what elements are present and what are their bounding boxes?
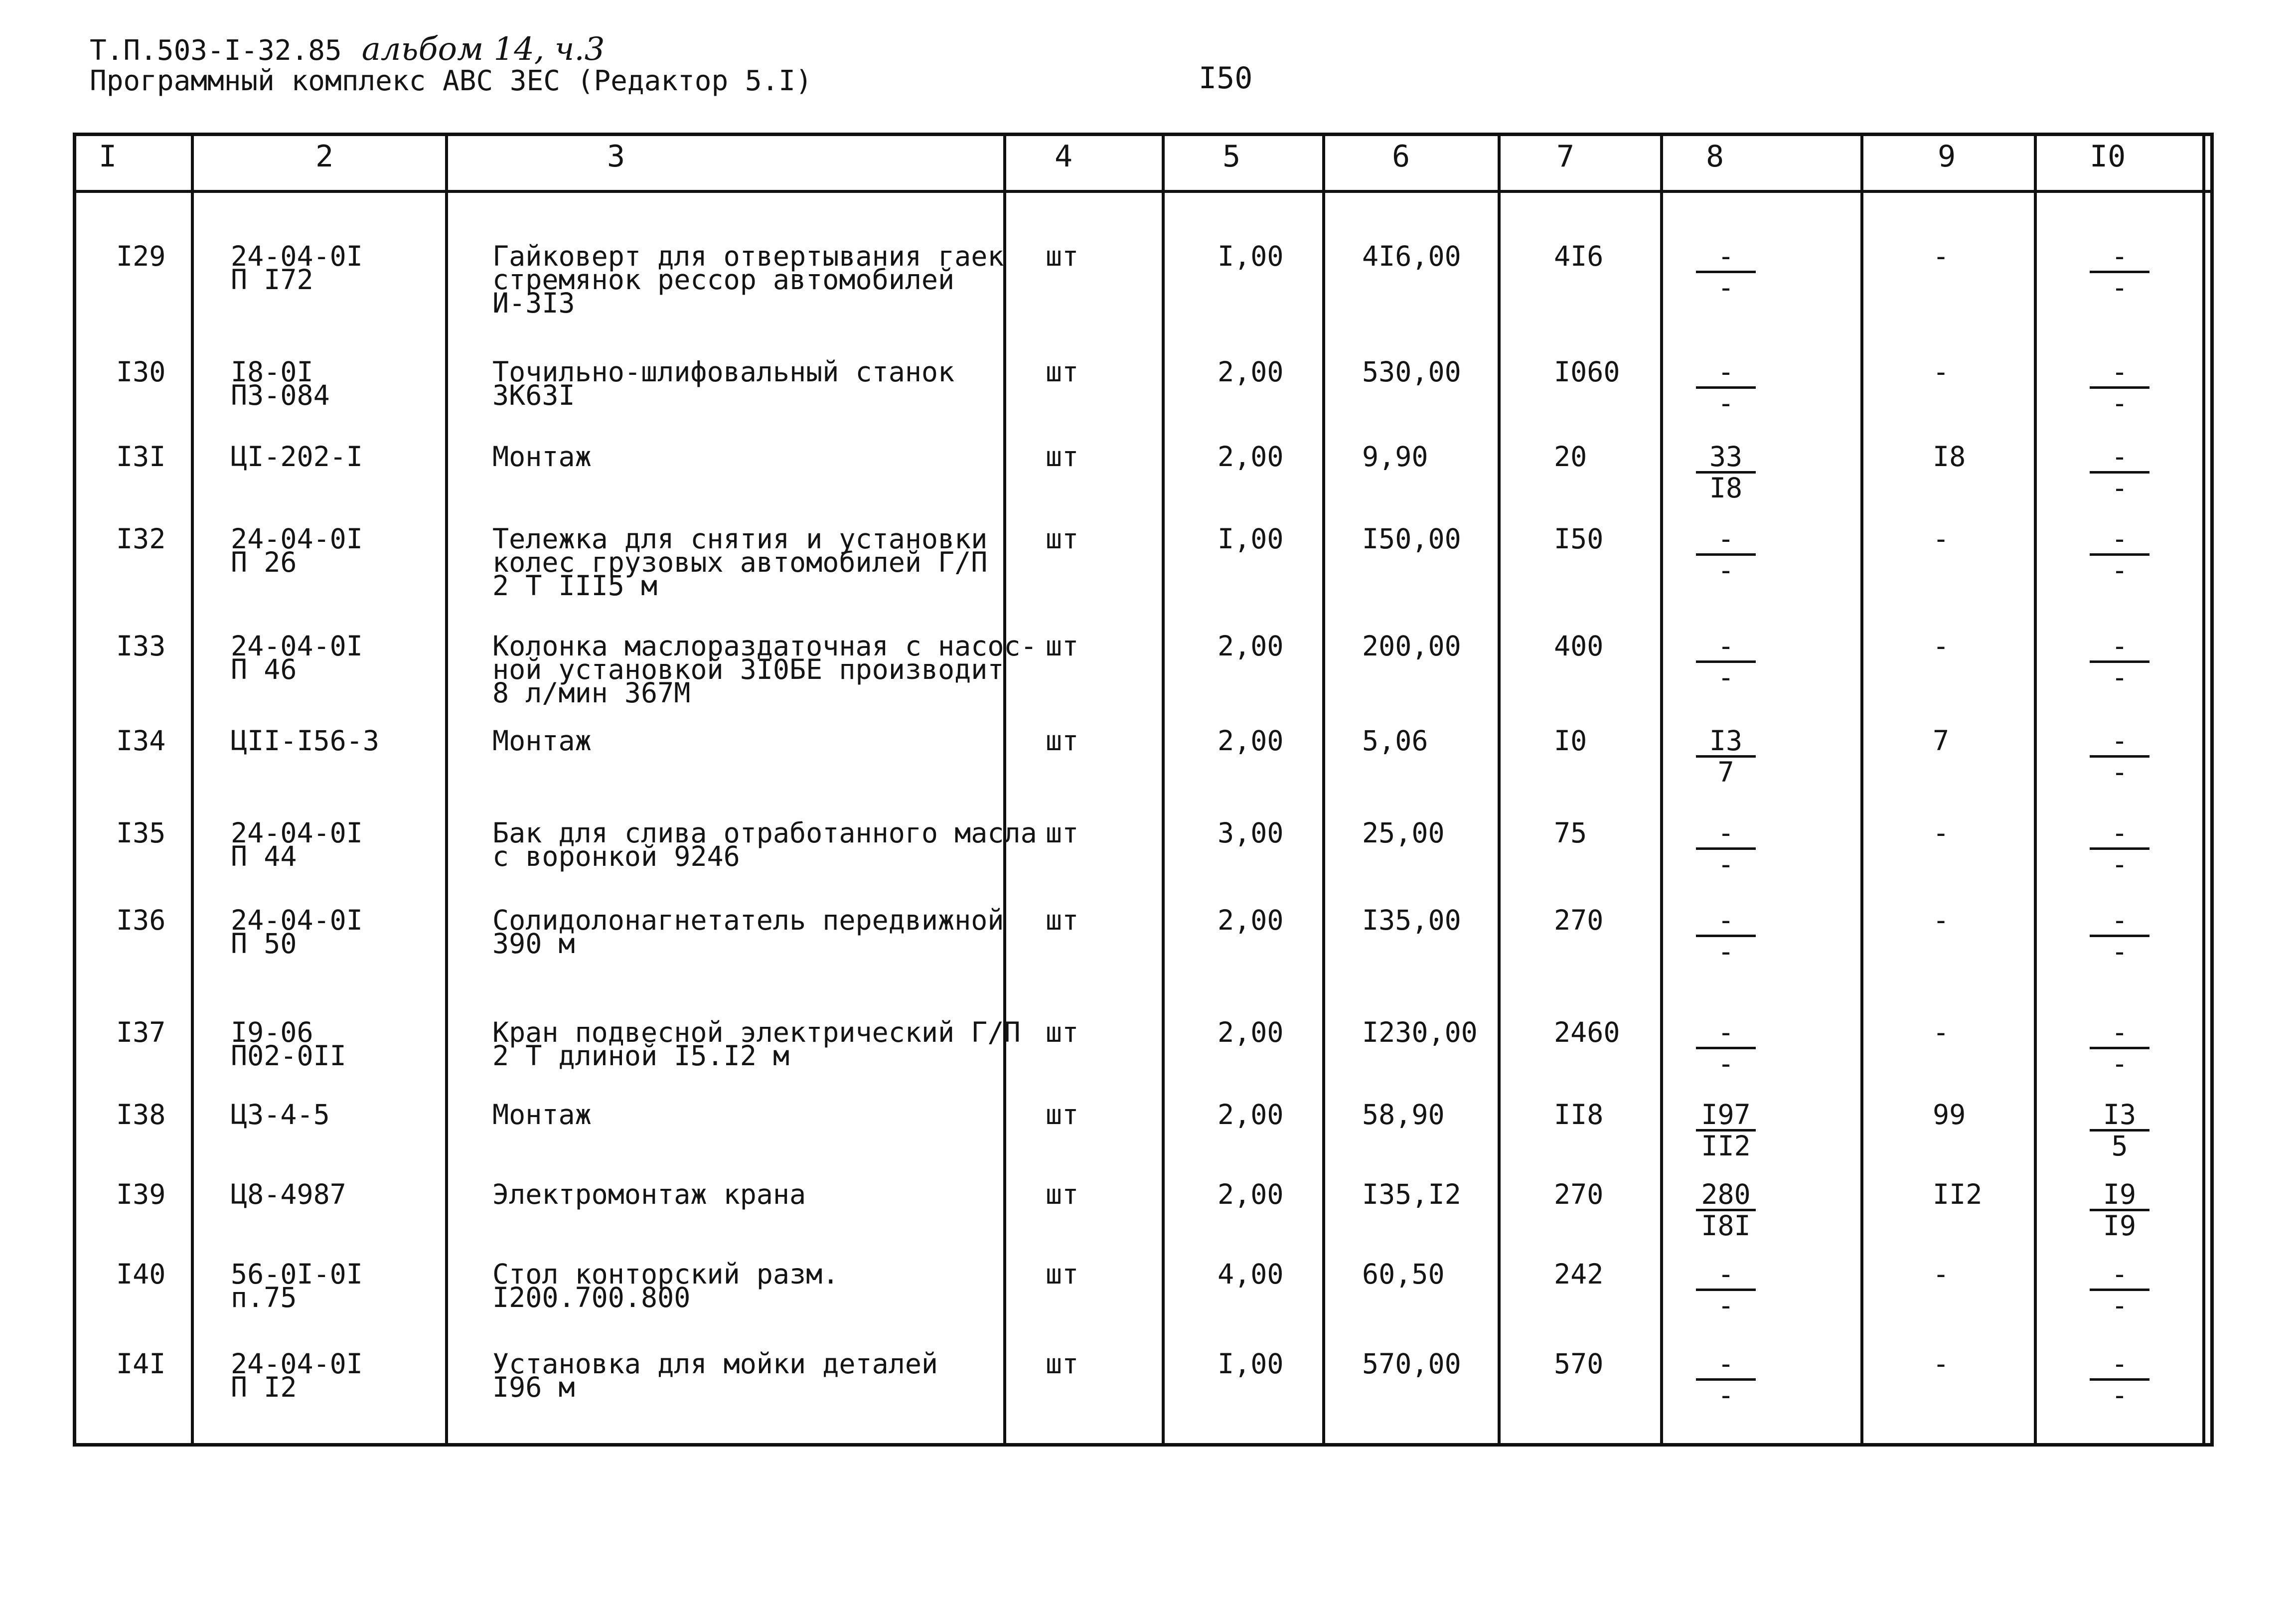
row-col9: II2 <box>1933 1178 1983 1210</box>
row-price: 60,50 <box>1362 1258 1445 1290</box>
row-price: 530,00 <box>1362 356 1461 388</box>
row-col8-fraction <box>1696 1100 1756 1160</box>
row-col9: - <box>1933 904 1950 936</box>
fraction-denominator: - <box>1717 1048 1734 1080</box>
row-unit: шт <box>1046 240 1079 272</box>
row-number: I29 <box>116 240 166 272</box>
fraction-numerator: I9 <box>2090 1180 2149 1211</box>
document-code <box>90 31 605 68</box>
row-col10-fraction <box>2090 1018 2149 1078</box>
row-number: I30 <box>116 356 166 388</box>
column-divider <box>1322 136 1325 1443</box>
row-code: Ц3-4-5 <box>231 1099 330 1131</box>
row-unit: шт <box>1046 817 1079 849</box>
row-total: 75 <box>1554 817 1587 849</box>
fraction-denominator: - <box>2111 1290 2128 1321</box>
column-divider <box>1860 136 1863 1443</box>
row-number: I4I <box>116 1348 166 1380</box>
row-col9: - <box>1933 1258 1950 1290</box>
row-unit: шт <box>1046 1099 1079 1131</box>
row-col8-fraction <box>1696 1180 1756 1240</box>
row-number: I38 <box>116 1099 166 1131</box>
row-unit: шт <box>1046 356 1079 388</box>
row-price: 200,00 <box>1362 630 1461 662</box>
row-number: I34 <box>116 725 166 757</box>
fraction-denominator: - <box>2111 1048 2128 1080</box>
row-col9: - <box>1933 523 1950 555</box>
row-code: 24-04-0I П 46 <box>231 630 363 685</box>
column-header: 5 <box>1223 139 1241 174</box>
column-divider <box>1003 136 1006 1443</box>
fraction-denominator: 5 <box>2111 1130 2128 1162</box>
row-code: 24-04-0I П I2 <box>231 1348 363 1403</box>
fraction-numerator: - <box>2090 442 2149 474</box>
row-name: Монтаж <box>492 725 592 757</box>
row-name: Тележка для снятия и установки колес грузовых автомобилей Г/П 2 Т III5 м <box>492 523 988 602</box>
row-price: 9,90 <box>1362 441 1428 473</box>
row-unit: шт <box>1046 1016 1079 1048</box>
column-divider <box>1660 136 1663 1443</box>
row-code: 24-04-0I П 26 <box>231 523 363 578</box>
row-number: I40 <box>116 1258 166 1290</box>
row-qty: 2,00 <box>1218 1016 1284 1048</box>
fraction-numerator: - <box>1696 242 1756 273</box>
column-divider <box>2034 136 2037 1443</box>
row-col8-fraction <box>1696 726 1756 787</box>
row-price: 4I6,00 <box>1362 240 1461 272</box>
fraction-denominator: - <box>2111 387 2128 419</box>
row-col8-fraction <box>1696 1260 1756 1320</box>
fraction-denominator: - <box>1717 661 1734 693</box>
row-qty: 2,00 <box>1218 1178 1284 1210</box>
fraction-numerator: - <box>2090 357 2149 389</box>
fraction-denominator: - <box>1717 936 1734 968</box>
row-price: 58,90 <box>1362 1099 1445 1131</box>
column-header: 6 <box>1392 139 1410 174</box>
row-code: I8-0I П3-084 <box>231 356 330 411</box>
row-price: 5,06 <box>1362 725 1428 757</box>
doc-code: Т.П.503-I-32.85 <box>90 34 342 67</box>
column-header: 8 <box>1706 139 1724 174</box>
row-number: I35 <box>116 817 166 849</box>
row-col9: - <box>1933 1016 1950 1048</box>
row-col8-fraction <box>1696 632 1756 692</box>
fraction-numerator: - <box>1696 1349 1756 1381</box>
fraction-denominator: - <box>2111 661 2128 693</box>
row-name: Точильно-шлифовальный станок 3К63I <box>492 356 955 411</box>
row-qty: I,00 <box>1218 240 1284 272</box>
fraction-denominator: - <box>2111 472 2128 504</box>
row-qty: 2,00 <box>1218 441 1284 473</box>
row-qty: 3,00 <box>1218 817 1284 849</box>
fraction-numerator: - <box>1696 1018 1756 1049</box>
row-unit: шт <box>1046 523 1079 555</box>
fraction-numerator: - <box>2090 1018 2149 1049</box>
row-total: 270 <box>1554 904 1604 936</box>
row-code: ЦI-202-I <box>231 441 363 473</box>
fraction-denominator: II2 <box>1701 1130 1751 1162</box>
row-total: 270 <box>1554 1178 1604 1210</box>
row-name: Электромонтаж крана <box>492 1178 806 1210</box>
row-name: Бак для слива отработанного масла с воронкой 9246 <box>492 817 1037 872</box>
row-price: I50,00 <box>1362 523 1461 555</box>
row-total: 570 <box>1554 1348 1604 1380</box>
column-divider <box>1162 136 1165 1443</box>
row-total: 20 <box>1554 441 1587 473</box>
fraction-numerator: - <box>2090 524 2149 556</box>
row-number: I37 <box>116 1016 166 1048</box>
fraction-denominator: - <box>2111 756 2128 788</box>
row-col10-fraction <box>2090 1100 2149 1160</box>
row-number: I32 <box>116 523 166 555</box>
row-code: 24-04-0I П I72 <box>231 240 363 296</box>
fraction-denominator: - <box>1717 1290 1734 1321</box>
fraction-numerator: - <box>1696 1260 1756 1291</box>
row-price: I230,00 <box>1362 1016 1478 1048</box>
column-divider <box>2202 136 2205 1443</box>
fraction-denominator: I8I <box>1701 1210 1751 1242</box>
row-name: Монтаж <box>492 441 592 473</box>
column-header: 2 <box>315 139 334 174</box>
column-divider <box>191 136 194 1443</box>
row-col8-fraction <box>1696 442 1756 502</box>
fraction-numerator: I3 <box>1696 726 1756 758</box>
column-divider <box>1498 136 1501 1443</box>
row-qty: 2,00 <box>1218 1099 1284 1131</box>
fraction-numerator: I97 <box>1696 1100 1756 1132</box>
fraction-numerator: - <box>2090 726 2149 758</box>
row-qty: 2,00 <box>1218 630 1284 662</box>
fraction-denominator: - <box>2111 848 2128 880</box>
fraction-denominator: - <box>1717 554 1734 586</box>
row-total: 2460 <box>1554 1016 1620 1048</box>
row-code: Ц8-4987 <box>231 1178 346 1210</box>
fraction-denominator: - <box>1717 272 1734 304</box>
row-unit: шт <box>1046 1178 1079 1210</box>
row-qty: I,00 <box>1218 523 1284 555</box>
row-unit: шт <box>1046 441 1079 473</box>
fraction-numerator: - <box>2090 1260 2149 1291</box>
row-col8-fraction <box>1696 1018 1756 1078</box>
row-col9: - <box>1933 356 1950 388</box>
row-col9: 99 <box>1933 1099 1966 1131</box>
row-col8-fraction <box>1696 1349 1756 1410</box>
fraction-denominator: - <box>1717 387 1734 419</box>
page-number: I50 <box>1199 61 1253 96</box>
row-col9: - <box>1933 630 1950 662</box>
row-col10-fraction <box>2090 632 2149 692</box>
row-total: I0 <box>1554 725 1587 757</box>
row-unit: шт <box>1046 630 1079 662</box>
row-col8-fraction <box>1696 906 1756 966</box>
estimate-table <box>73 133 2214 1447</box>
row-qty: 2,00 <box>1218 725 1284 757</box>
row-name: Кран подвесной электрический Г/П 2 Т длиной I5.I2 м <box>492 1016 1021 1072</box>
fraction-numerator: - <box>1696 632 1756 663</box>
row-unit: шт <box>1046 1258 1079 1290</box>
row-col10-fraction <box>2090 357 2149 418</box>
row-name: Монтаж <box>492 1099 592 1131</box>
row-col10-fraction <box>2090 818 2149 879</box>
column-header: 3 <box>607 139 625 174</box>
row-total: I50 <box>1554 523 1604 555</box>
column-header: I0 <box>2090 139 2126 174</box>
fraction-numerator: I3 <box>2090 1100 2149 1132</box>
column-header: 4 <box>1055 139 1073 174</box>
row-col9: I8 <box>1933 441 1966 473</box>
row-name: Солидолонагнетатель передвижной 390 м <box>492 904 1004 960</box>
row-name: Установка для мойки деталей I96 м <box>492 1348 938 1403</box>
row-code: 24-04-0I П 44 <box>231 817 363 872</box>
row-price: I35,00 <box>1362 904 1461 936</box>
row-price: 570,00 <box>1362 1348 1461 1380</box>
header-divider <box>76 190 2210 193</box>
fraction-numerator: - <box>1696 357 1756 389</box>
row-qty: 4,00 <box>1218 1258 1284 1290</box>
fraction-denominator: - <box>2111 554 2128 586</box>
row-code: I9-06 П02-0II <box>231 1016 346 1072</box>
fraction-numerator: - <box>1696 524 1756 556</box>
row-code: 56-0I-0I п.75 <box>231 1258 363 1313</box>
fraction-numerator: - <box>2090 906 2149 937</box>
fraction-denominator: - <box>1717 1379 1734 1411</box>
fraction-numerator: - <box>2090 1349 2149 1381</box>
row-qty: 2,00 <box>1218 904 1284 936</box>
fraction-denominator: I8 <box>1709 472 1743 504</box>
row-unit: шт <box>1046 1348 1079 1380</box>
row-col8-fraction <box>1696 242 1756 302</box>
row-col9: - <box>1933 1348 1950 1380</box>
row-number: I39 <box>116 1178 166 1210</box>
row-col10-fraction <box>2090 524 2149 585</box>
fraction-numerator: 33 <box>1696 442 1756 474</box>
row-col10-fraction <box>2090 906 2149 966</box>
fraction-denominator: I9 <box>2103 1210 2137 1242</box>
row-price: 25,00 <box>1362 817 1445 849</box>
row-code: ЦII-I56-3 <box>231 725 380 757</box>
row-number: I3I <box>116 441 166 473</box>
row-name: Колонка маслораздаточная с насос- ной установкой 3I0БЕ производит 8 л/мин 367М <box>492 630 1037 709</box>
row-unit: шт <box>1046 904 1079 936</box>
column-header: I <box>99 139 117 174</box>
row-total: II8 <box>1554 1099 1604 1131</box>
row-col8-fraction <box>1696 818 1756 879</box>
row-col9: 7 <box>1933 725 1950 757</box>
fraction-denominator: - <box>2111 1379 2128 1411</box>
fraction-denominator: - <box>1717 848 1734 880</box>
row-total: 242 <box>1554 1258 1604 1290</box>
column-header: 9 <box>1938 139 1956 174</box>
row-price: I35,I2 <box>1362 1178 1461 1210</box>
fraction-denominator: - <box>2111 272 2128 304</box>
row-name: Гайковерт для отвертывания гаек стремянок рессор автомобилей И-3I3 <box>492 240 1004 319</box>
row-col10-fraction <box>2090 1260 2149 1320</box>
row-number: I33 <box>116 630 166 662</box>
fraction-numerator: - <box>2090 818 2149 850</box>
row-total: 4I6 <box>1554 240 1604 272</box>
row-qty: 2,00 <box>1218 356 1284 388</box>
software-name: Программный комплекс АВС 3ЕС (Редактор 5.I) <box>90 65 812 97</box>
row-col8-fraction <box>1696 524 1756 585</box>
column-header: 7 <box>1556 139 1575 174</box>
row-qty: I,00 <box>1218 1348 1284 1380</box>
row-unit: шт <box>1046 725 1079 757</box>
fraction-denominator: - <box>2111 936 2128 968</box>
fraction-numerator: - <box>1696 906 1756 937</box>
row-col9: - <box>1933 240 1950 272</box>
row-code: 24-04-0I П 50 <box>231 904 363 960</box>
row-col10-fraction <box>2090 1180 2149 1240</box>
fraction-numerator: - <box>1696 818 1756 850</box>
row-col10-fraction <box>2090 726 2149 787</box>
row-col10-fraction <box>2090 1349 2149 1410</box>
row-col10-fraction <box>2090 242 2149 302</box>
fraction-denominator: 7 <box>1717 756 1734 788</box>
fraction-numerator: 280 <box>1696 1180 1756 1211</box>
fraction-numerator: - <box>2090 242 2149 273</box>
fraction-numerator: - <box>2090 632 2149 663</box>
row-number: I36 <box>116 904 166 936</box>
row-col10-fraction <box>2090 442 2149 502</box>
album-note: альбом 14, ч.3 <box>361 31 605 68</box>
column-divider <box>445 136 448 1443</box>
row-total: I060 <box>1554 356 1620 388</box>
row-name: Стол конторский разм. I200.700.800 <box>492 1258 839 1313</box>
row-col8-fraction <box>1696 357 1756 418</box>
row-total: 400 <box>1554 630 1604 662</box>
row-col9: - <box>1933 817 1950 849</box>
